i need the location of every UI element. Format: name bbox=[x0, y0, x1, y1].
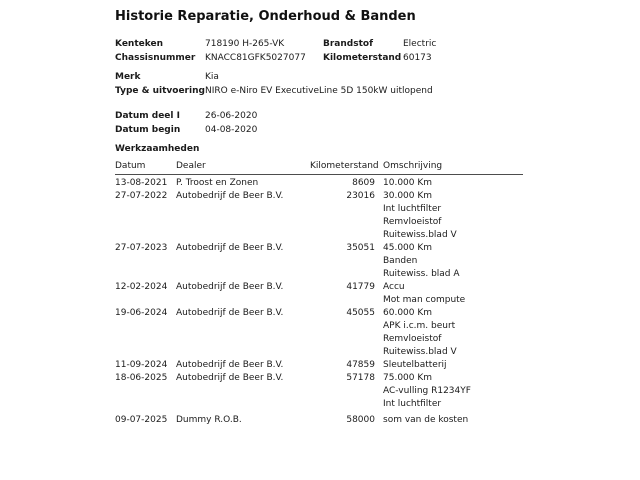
cell-datum: 18-06-2025 bbox=[115, 373, 168, 383]
omschrijving-line: Remvloeistof bbox=[383, 334, 442, 344]
cell-kilometerstand: 23016 bbox=[346, 191, 375, 201]
omschrijving-line: 30.000 Km bbox=[383, 191, 433, 201]
cell-datum: 11-09-2024 bbox=[115, 360, 168, 370]
omschrijving-line: Int luchtfilter bbox=[383, 204, 442, 214]
omschrijving-line: AC-vulling R1234YF bbox=[383, 386, 471, 396]
field-value-datum-deel-i: 26-06-2020 bbox=[205, 111, 258, 121]
column-header-datum: Datum bbox=[115, 161, 146, 171]
vehicle-id-section bbox=[115, 37, 523, 65]
work-table-row bbox=[115, 307, 523, 359]
field-value-kilometerstand: 60173 bbox=[403, 53, 432, 63]
cell-datum: 27-07-2023 bbox=[115, 243, 168, 253]
omschrijving-line: 10.000 Km bbox=[383, 178, 433, 188]
cell-datum: 19-06-2024 bbox=[115, 308, 168, 318]
cell-dealer: Autobedrijf de Beer B.V. bbox=[176, 360, 284, 370]
work-table-row bbox=[115, 372, 523, 411]
omschrijving-line: som van de kosten bbox=[383, 415, 469, 425]
cell-omschrijving bbox=[375, 307, 523, 359]
field-value-chassisnummer: KNACC81GFK5027077 bbox=[205, 53, 306, 63]
omschrijving-line: Sleutelbatterij bbox=[383, 360, 447, 370]
cell-kilometerstand: 57178 bbox=[346, 373, 375, 383]
cell-kilometerstand: 41779 bbox=[346, 282, 375, 292]
omschrijving-line: Accu bbox=[383, 282, 405, 292]
cell-omschrijving bbox=[375, 177, 523, 190]
omschrijving-line: APK i.c.m. beurt bbox=[383, 321, 456, 331]
field-value-type-uitvoering: NIRO e-Niro EV ExecutiveLine 5D 150kW uitlopend bbox=[205, 86, 433, 96]
work-table-row bbox=[115, 281, 523, 307]
field-label-datum-begin: Datum begin bbox=[115, 125, 181, 135]
omschrijving-line: 60.000 Km bbox=[383, 308, 433, 318]
field-label-brandstof: Brandstof bbox=[323, 39, 373, 49]
cell-dealer: Dummy R.O.B. bbox=[176, 415, 242, 425]
field-label-type-uitvoering: Type & uitvoering bbox=[115, 86, 205, 96]
cell-dealer: Autobedrijf de Beer B.V. bbox=[176, 373, 284, 383]
field-label-kilometerstand: Kilometerstand bbox=[323, 53, 402, 63]
cell-datum: 12-02-2024 bbox=[115, 282, 168, 292]
cell-dealer: P. Troost en Zonen bbox=[176, 178, 259, 188]
cell-kilometerstand: 58000 bbox=[346, 415, 375, 425]
work-table-row bbox=[115, 190, 523, 242]
field-label-merk: Merk bbox=[115, 72, 141, 82]
vehicle-model-section bbox=[115, 70, 523, 98]
cell-kilometerstand: 35051 bbox=[346, 243, 375, 253]
cell-dealer: Autobedrijf de Beer B.V. bbox=[176, 308, 284, 318]
cell-kilometerstand: 47859 bbox=[346, 360, 375, 370]
omschrijving-line: Ruitewiss. blad A bbox=[383, 269, 460, 279]
work-table-header bbox=[115, 160, 523, 175]
column-header-omschrijving: Omschrijving bbox=[383, 161, 443, 171]
cell-kilometerstand: 45055 bbox=[346, 308, 375, 318]
work-table-row bbox=[115, 177, 523, 190]
work-table-row bbox=[115, 242, 523, 281]
work-table bbox=[115, 160, 523, 427]
field-value-brandstof: Electric bbox=[403, 39, 437, 49]
page-title: Historie Reparatie, Onderhoud & Banden bbox=[115, 9, 416, 24]
cell-omschrijving bbox=[375, 372, 523, 411]
work-table-body bbox=[115, 177, 523, 427]
vehicle-dates-section bbox=[115, 109, 523, 137]
cell-datum: 09-07-2025 bbox=[115, 415, 168, 425]
cell-dealer: Autobedrijf de Beer B.V. bbox=[176, 243, 284, 253]
cell-omschrijving bbox=[375, 359, 523, 372]
cell-omschrijving bbox=[375, 281, 523, 307]
omschrijving-line: Ruitewiss.blad V bbox=[383, 230, 457, 240]
omschrijving-line: 75.000 Km bbox=[383, 373, 433, 383]
field-label-kenteken: Kenteken bbox=[115, 39, 163, 49]
field-value-kenteken: 718190 H-265-VK bbox=[205, 39, 285, 49]
field-label-datum-deel-i: Datum deel I bbox=[115, 111, 180, 121]
report-content bbox=[115, 9, 523, 427]
cell-kilometerstand: 8609 bbox=[352, 178, 375, 188]
cell-datum: 27-07-2022 bbox=[115, 191, 168, 201]
omschrijving-line: 45.000 Km bbox=[383, 243, 433, 253]
cell-omschrijving bbox=[375, 242, 523, 281]
cell-dealer: Autobedrijf de Beer B.V. bbox=[176, 191, 284, 201]
field-value-merk: Kia bbox=[205, 72, 219, 82]
cell-dealer: Autobedrijf de Beer B.V. bbox=[176, 282, 284, 292]
work-table-row bbox=[115, 359, 523, 372]
cell-datum: 13-08-2021 bbox=[115, 178, 168, 188]
omschrijving-line: Remvloeistof bbox=[383, 217, 442, 227]
omschrijving-line: Ruitewiss.blad V bbox=[383, 347, 457, 357]
field-label-chassisnummer: Chassisnummer bbox=[115, 53, 196, 63]
column-header-kilometerstand: Kilometerstand bbox=[310, 161, 379, 171]
column-header-dealer: Dealer bbox=[176, 161, 206, 171]
omschrijving-line: Int luchtfilter bbox=[383, 399, 442, 409]
field-value-datum-begin: 04-08-2020 bbox=[205, 125, 258, 135]
work-table-row bbox=[115, 414, 523, 427]
cell-omschrijving bbox=[375, 414, 523, 427]
omschrijving-line: Banden bbox=[383, 256, 418, 266]
omschrijving-line: Mot man compute bbox=[383, 295, 466, 305]
cell-omschrijving bbox=[375, 190, 523, 242]
werkzaamheden-heading: Werkzaamheden bbox=[115, 144, 200, 154]
